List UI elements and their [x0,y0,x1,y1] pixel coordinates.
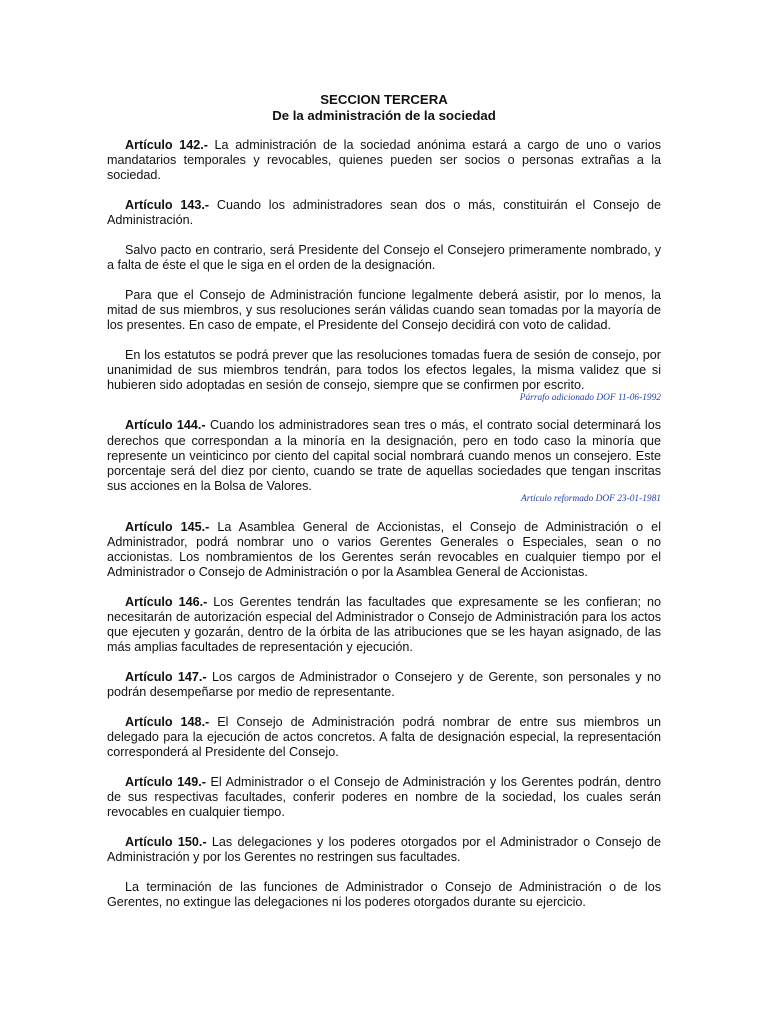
article-label: Artículo 148.- [125,714,210,729]
paragraph-text: Salvo pacto en contrario, será Presidente del Consejo el Consejero primeramente nombrado, y a falta de éste el que le siga en el orden de la designación. [107,242,661,272]
paragraph-text: El Administrador o el Consejo de Administración y los Gerentes podrán, dentro de sus respectivas facultades, conferir poderes en nombre de la sociedad, los cuales serán revocables en cualquier tiempo. [107,774,662,820]
paragraph [107,835,661,865]
paragraph-text: Los Gerentes tendrán las facultades que expresamente se les confieran; no necesitarán de autorización especial del Administrador o Consejo de Administración para los actos que ejecuten y gozarán, dentro de la órbita de las atribuciones que se les hayan asignado, de las más amplias facultades de representación y ejecución. [107,594,662,655]
paragraph [107,670,661,700]
paragraph-text: Las delegaciones y los poderes otorgados por el Administrador o Consejo de Administración y por los Gerentes no restringen sus facultades. [107,834,661,864]
paragraph [107,288,661,334]
paragraph-block [107,715,661,761]
paragraph-block [107,138,661,184]
paragraph [107,418,661,494]
paragraph-text: Cuando los administradores sean tres o más, el contrato social determinará los derechos que correspondan a la minoría en la designación, pero en todo caso la minoría que represente un veinticinco por ciento del capital social nombrará cuando menos un consejero. Este porcentaje será del diez por ciento, cuando se trate de aquellas sociedades que tengan inscritas sus acciones en la Bolsa de Valores. [107,418,662,494]
article-label: Artículo 145.- [125,519,210,534]
paragraph [107,595,661,656]
article-label: Artículo 147.- [125,670,207,684]
article-label: Artículo 143.- [125,198,210,212]
paragraph-text: Los cargos de Administrador o Consejero y de Gerente, son personales y no podrán desempeñarse por medio de representante. [107,670,662,700]
paragraph-text: La terminación de las funciones de Administrador o Consejo de Administración o de los Gerentes, no extingue las delegaciones ni los poderes otorgados durante su ejercicio. [107,879,661,909]
paragraph-block [107,198,661,228]
paragraph-block [107,348,661,405]
paragraph-block [107,418,661,505]
paragraph-text: El Consejo de Administración podrá nombrar de entre sus miembros un delegado para la ejecución de actos concretos. A falta de designación especial, la representación corresponderá al Presidente del Consejo. [107,714,661,760]
paragraph-block [107,288,661,334]
article-label: Artículo 144.- [125,418,206,433]
section-heading [107,92,661,123]
paragraph [107,715,661,761]
article-label: Artículo 149.- [125,774,206,789]
paragraph-block [107,520,661,581]
paragraph-text: La Asamblea General de Accionistas, el Consejo de Administración o el Administrador, podrá nombrar uno o varios Gerentes Generales o Especiales, sean o no accionistas. Los nombramientos de los Gerentes serán revocables en cualquier tiempo por el Administrador o Consejo de Administración o por la Asamblea General de Accionistas. [107,519,661,580]
paragraph-block [107,243,661,273]
article-label: Artículo 146.- [125,594,208,609]
paragraph-block [107,835,661,865]
section-title: SECCION TERCERA [320,92,448,107]
amendment-note: Párrafo adicionado DOF 11-06-1992 [519,393,661,404]
paragraph [107,348,661,394]
paragraph-block [107,670,661,700]
article-label: Artículo 150.- [125,834,207,849]
paragraph-text: Para que el Consejo de Administración funcione legalmente deberá asistir, por lo menos, la mitad de sus miembros, y sus resoluciones serán válidas cuando sean tomadas por la mayoría de los presentes. En caso de empate, el Presidente del Consejo decidirá con voto de calidad. [107,287,661,332]
article-label: Artículo 142.- [125,138,208,152]
paragraph-text: En los estatutos se podrá prever que las resoluciones tomadas fuera de sesión de consejo, por unanimidad de sus miembros tendrán, para todos los efectos legales, la misma validez que si hubieren sido adoptadas en sesión de consejo, siempre que se confirmen por escrito. [107,347,661,392]
paragraph [107,198,661,228]
paragraph-text: La administración de la sociedad anónima estará a cargo de uno o varios mandatarios temporales y revocables, quienes pueden ser socios o personas extrañas a la sociedad. [107,138,661,183]
paragraph-block [107,775,661,821]
paragraph [107,775,661,821]
paragraph [107,880,661,910]
amendment-note: Artículo reformado DOF 23-01-1981 [520,494,661,505]
paragraph-text: Cuando los administradores sean dos o más, constituirán el Consejo de Administración. [107,198,662,228]
paragraph [107,243,661,273]
paragraph-block [107,595,661,656]
paragraph [107,520,661,581]
paragraph-block [107,880,661,910]
paragraph [107,138,661,184]
document-page [107,92,661,924]
paragraph-list [107,138,661,910]
section-subtitle: De la administración de la sociedad [272,107,496,123]
